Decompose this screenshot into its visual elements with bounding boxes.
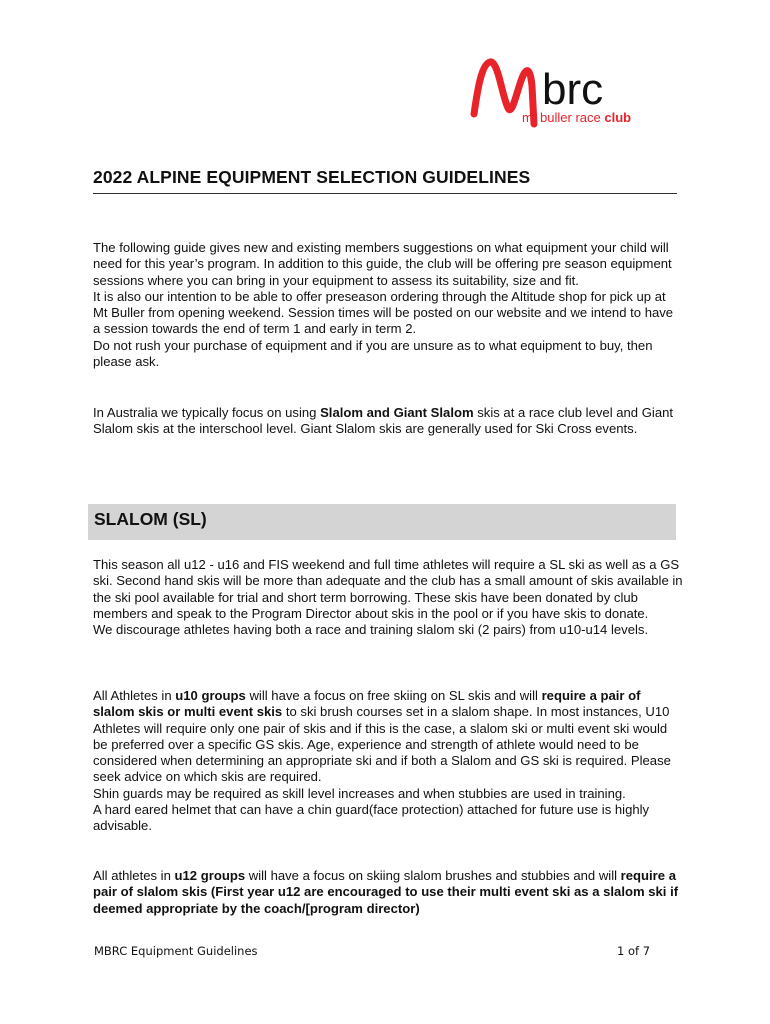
australia-paragraph: In Australia we typically focus on using Slalom and Giant Slalom skis at a race club level and Giant Slalom skis at the interschool level. Giant Slalom skis are generally used for Ski Cross events. <box>93 405 674 437</box>
intro-section <box>93 240 683 370</box>
footer-title: MBRC Equipment Guidelines <box>94 944 258 958</box>
australia-section <box>93 405 683 438</box>
section-heading-slalom <box>88 504 676 540</box>
u10-section <box>93 688 683 835</box>
page-number: 1 of 7 <box>617 944 651 958</box>
intro-paragraph-3: Do not rush your purchase of equipment and if you are unsure as to what equipment to buy, then please ask. <box>93 337 653 370</box>
intro-paragraph-2: It is also our intention to be able to offer preseason ordering through the Altitude shop for pick up at Mt Buller from opening weekend. Session times will be posted on our website and we intend to have a session towards the end of term 1 and early in term 2. <box>93 288 674 337</box>
season-section <box>93 557 683 638</box>
u10-paragraph-2: Shin guards may be required as skill level increases and when stubbies are used in training. <box>93 785 626 801</box>
document-title: 2022 ALPINE EQUIPMENT SELECTION GUIDELINES <box>93 167 677 194</box>
season-paragraph-2: We discourage athletes having both a race and training slalom ski (2 pairs) from u10-u14 levels. <box>93 622 649 638</box>
u10-paragraph-1: All Athletes in u10 groups will have a focus on free skiing on SL skis and will require a pair of slalom skis or multi event skis to ski brush courses set in a slalom shape. In most instances, U10 Athletes will require only one pair of skis and if this is the case, a slalom ski or multi event ski would be preferred over a specific GS skis. Age, experience and strength of athlete would need to be considered when determining an appropriate ski and if both a Slalom and GS ski is required. Please seek advice on which skis are required. <box>93 688 671 785</box>
u12-section <box>93 868 683 917</box>
section-heading-text: SLALOM (SL) <box>94 509 207 529</box>
logo-tagline: mt buller race club <box>522 110 632 125</box>
season-paragraph-1: This season all u12 - u16 and FIS weekend and full time athletes will require a SL ski as well as a GS ski. Second hand skis will be more than adequate and the club has a small amount of skis available in the ski pool available for trial and short term borrowing. These skis have been donated by club members and speak to the Program Director about skis in the pool or if you have skis to donate. <box>93 557 683 621</box>
intro-paragraph-1: The following guide gives new and existing members suggestions on what equipment your child will need for this year’s program. In addition to this guide, the club will be offering pre season equipment sessions where you can bring in your equipment to assess its suitability, size and fit. <box>93 240 672 288</box>
u10-paragraph-3: A hard eared helmet that can have a chin guard(face protection) attached for future use is highly advisable. <box>93 802 650 834</box>
mbrc-logo <box>466 56 666 136</box>
u12-paragraph: All athletes in u12 groups will have a focus on skiing slalom brushes and stubbies and will require a pair of slalom skis (First year u12 are encouraged to use their multi event ski as a slalom ski if deemed appropriate by the coach/[program director) <box>93 868 679 916</box>
logo-letters: brc <box>542 65 604 114</box>
